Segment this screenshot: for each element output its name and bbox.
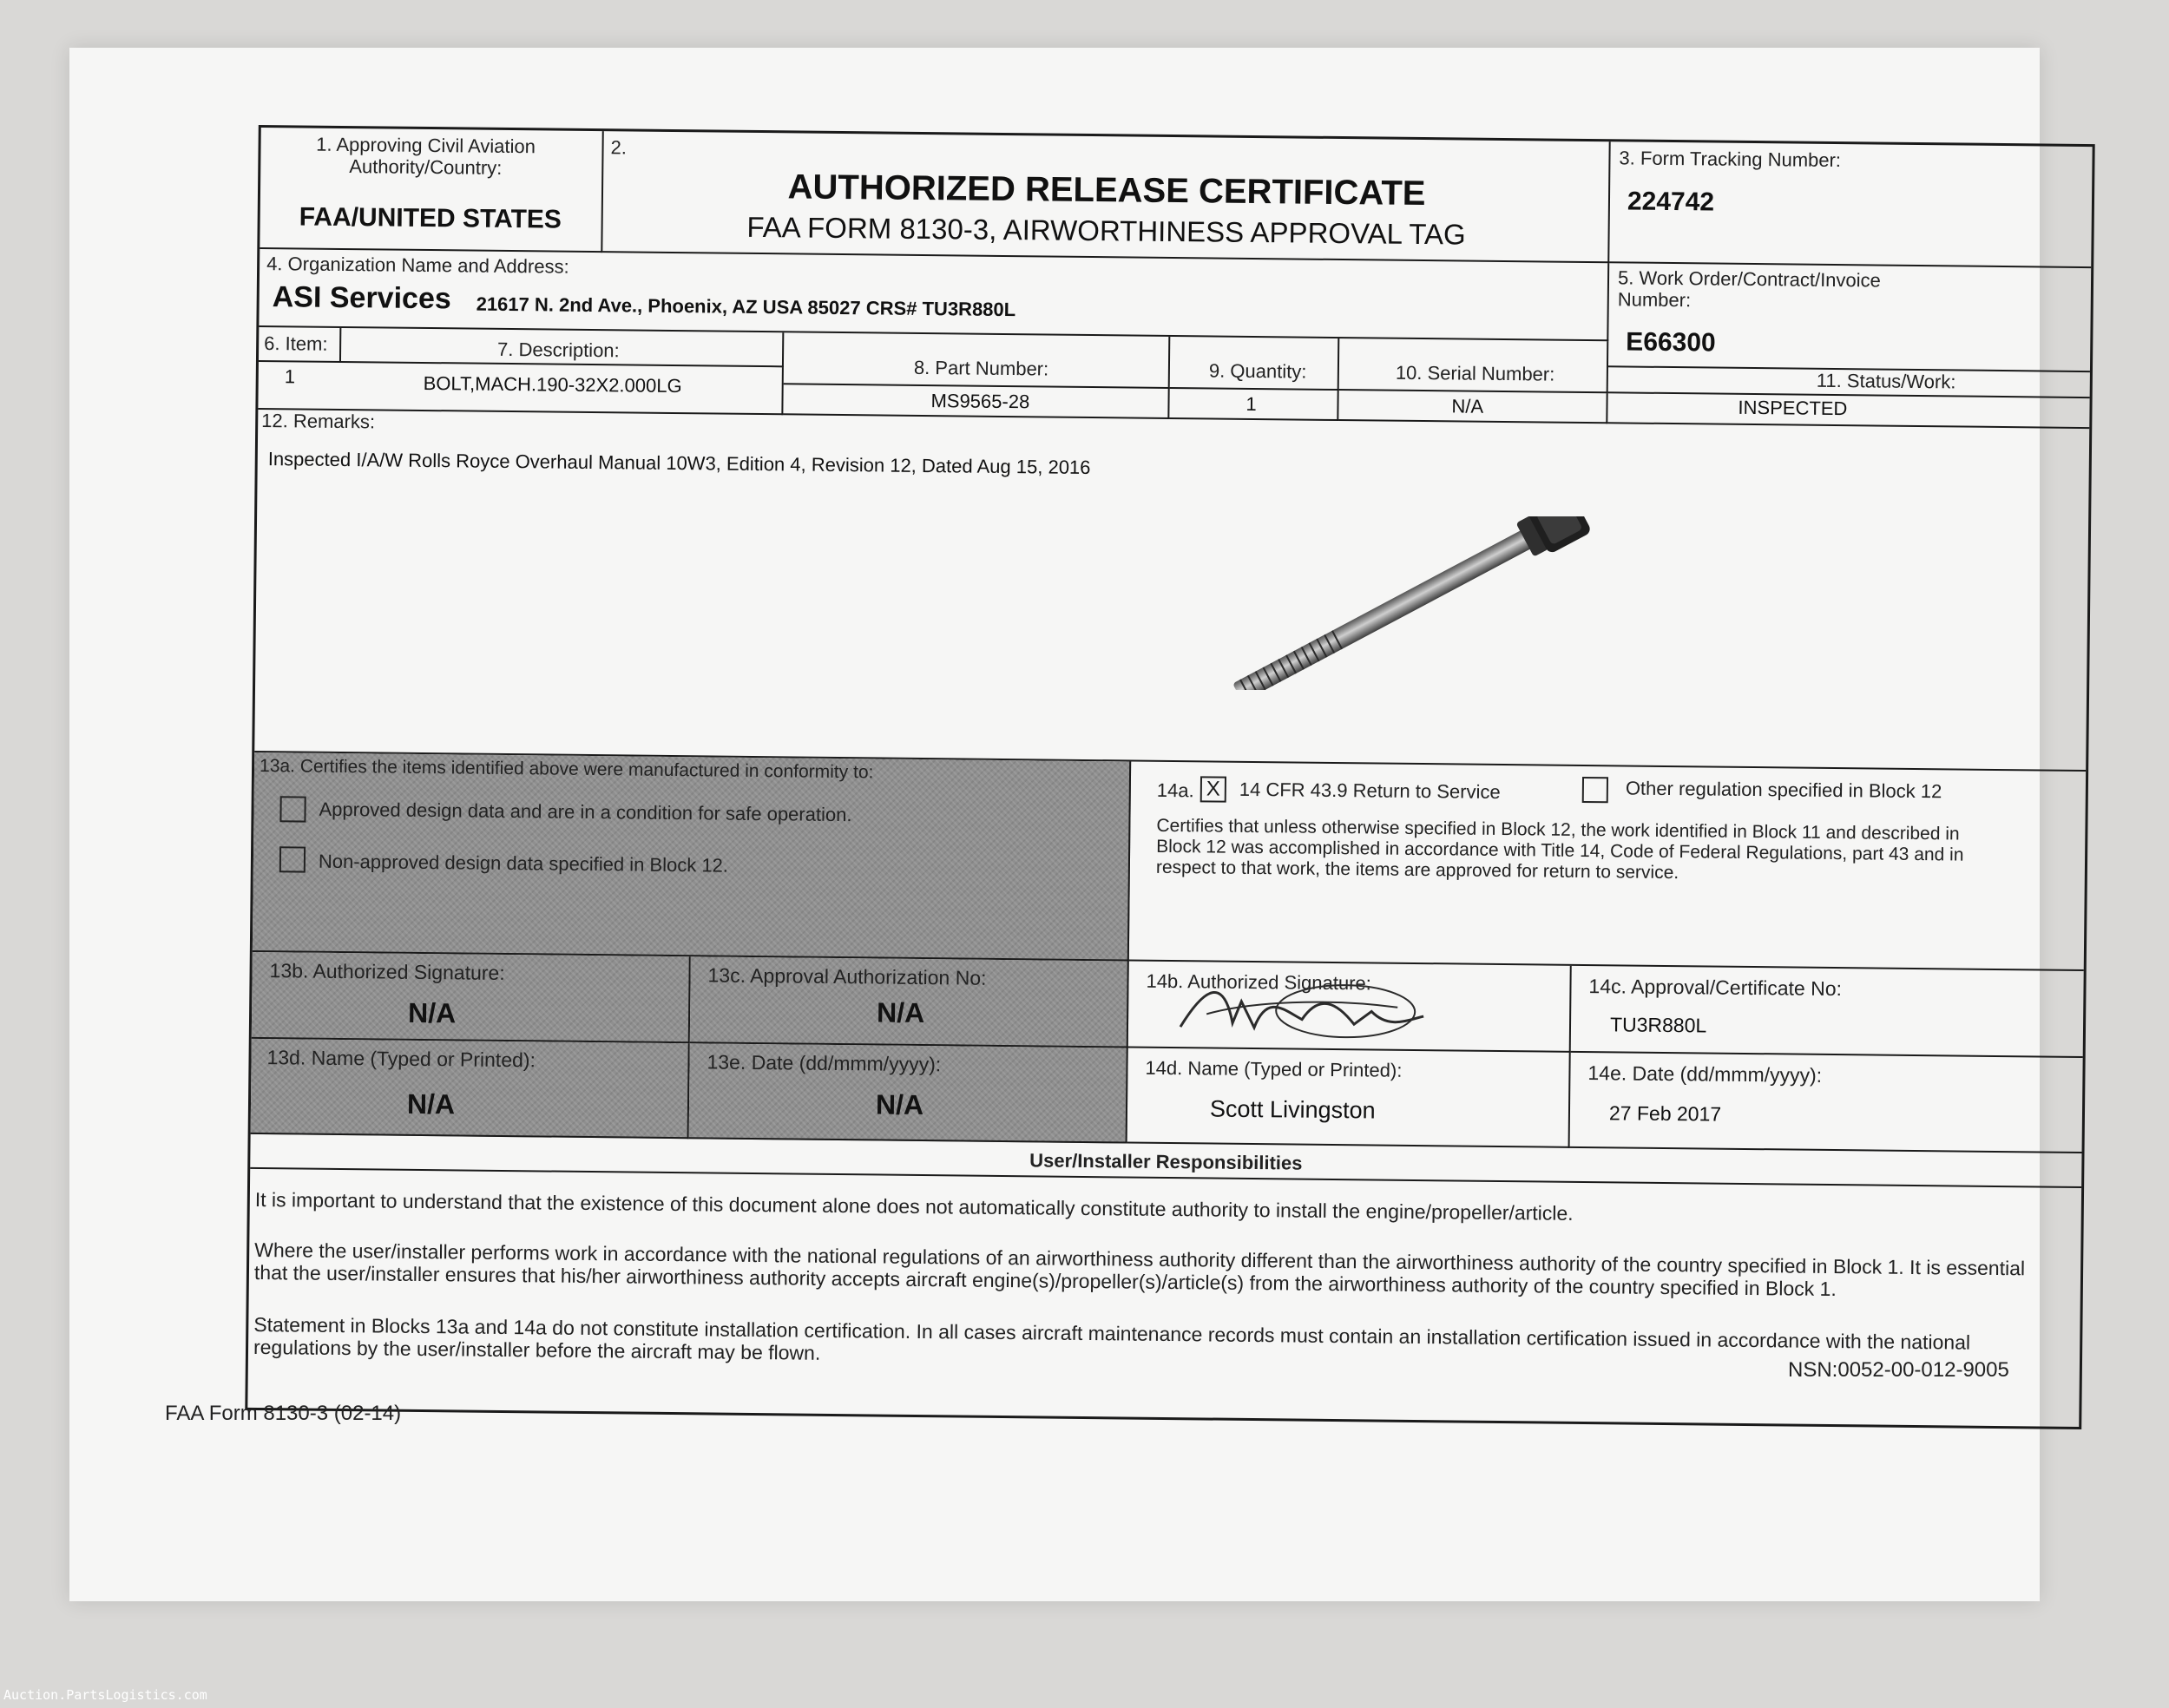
name-14d: Scott Livingston	[1209, 1095, 1376, 1124]
col-item-header	[259, 327, 341, 363]
block-13a	[253, 752, 1131, 962]
col-status-label: 11. Status/Work:	[1816, 369, 1956, 393]
other-regulation-label: Other regulation specified in Block 12	[1625, 777, 1942, 803]
nsn-number: NSN:0052-00-012-9005	[1788, 1358, 2009, 1382]
block-14e-label: 14e. Date (dd/mmm/yyyy):	[1587, 1061, 1823, 1087]
block-3-label: 3. Form Tracking Number:	[1619, 147, 1842, 172]
form-id: FAA Form 8130-3 (02-14)	[165, 1402, 402, 1425]
block-2-label: 2.	[610, 136, 628, 159]
block-5-label: 5. Work Order/Contract/Invoice Number:	[1617, 266, 1881, 312]
page-subtitle: FAA FORM 8130-3, AIRWORTHINESS APPROVAL TAG	[746, 210, 1466, 251]
block-3	[1609, 141, 2092, 268]
work-order-number: E66300	[1626, 327, 1716, 358]
block-13b-label: 13b. Authorized Signature:	[269, 959, 505, 984]
cell-part-number: MS9565-28	[930, 390, 1030, 413]
organization-name: ASI Services	[272, 280, 451, 316]
block-14a-label: 14a.	[1156, 778, 1194, 802]
authorized-signature-13b: N/A	[407, 996, 457, 1029]
date-14e: 27 Feb 2017	[1608, 1101, 1722, 1126]
handwritten-signature	[1172, 975, 1433, 1047]
responsibilities-body	[247, 1169, 2081, 1427]
cell-part-wrap	[783, 384, 1169, 419]
release-certificate-form	[245, 125, 2094, 1429]
col-description-header	[341, 328, 784, 367]
responsibilities-p1: It is important to understand that the existence of this document alone does not automatically constitute authority to install the engine/propeller/article.	[254, 1187, 1574, 1225]
block-14d-label: 14d. Name (Typed or Printed):	[1145, 1056, 1403, 1081]
date-13e: N/A	[875, 1088, 924, 1121]
block-14c-label: 14c. Approval/Certificate No:	[1588, 975, 1843, 1001]
responsibilities-heading: User/Installer Responsibilities	[1029, 1149, 1303, 1174]
block-13d-label: 13d. Name (Typed or Printed):	[266, 1046, 536, 1072]
col-description-label: 7. Description:	[496, 338, 620, 362]
cell-quantity: 1	[1246, 392, 1257, 416]
block-13a-label: 13a. Certifies the items identified above were manufactured in conformity to:	[259, 756, 874, 783]
block-1-value: FAA/UNITED STATES	[299, 202, 562, 234]
block-13d	[251, 1039, 690, 1139]
responsibilities-p3: Statement in Blocks 13a and 14a do not constitute installation certification. In all cases aircraft maintenance records must contain an installation certification issued in accordance with the national regulations by the user/installer before the aircraft may be flown.	[253, 1312, 1971, 1365]
responsibilities-p2: Where the user/installer performs work in accordance with the national regulations of an airworthiness authority different than the airworthiness authority of the country specified in Block 1. It is essential that the user/installer ensures that his/her airworthiness authority accepts aircraft engine(s)/propeller(s)/article(s) from the airworthiness authority of the country specified in Block 1.	[253, 1238, 2026, 1301]
table-row	[258, 362, 784, 415]
block-5	[1608, 263, 2091, 372]
page-title: AUTHORIZED RELEASE CERTIFICATE	[787, 168, 1426, 214]
block-13e	[689, 1043, 1128, 1143]
non-approved-design-checkbox[interactable]	[279, 846, 306, 872]
cell-serial-wrap	[1338, 391, 1607, 424]
block-13c-label: 13c. Approval Authorization No:	[707, 963, 987, 989]
remarks-text: Inspected I/A/W Rolls Royce Overhaul Manual 10W3, Edition 4, Revision 12, Dated Aug 15, 2016	[267, 448, 1091, 479]
block-1	[260, 128, 603, 253]
block-14a-text: Certifies that unless otherwise specified in Block 12, the work identified in Block 11 and described in Block 12 was accomplished in accordance with Title 14, Code of Federal Regulations, part 43 and in respect to that work, the items are approved for return to service.	[1155, 815, 1964, 884]
block-12	[254, 410, 2089, 772]
cell-status-wrap	[1607, 393, 2089, 429]
col-quantity-header	[1170, 337, 1340, 391]
block-14b-label: 14b. Authorized Signature:	[1146, 969, 1371, 995]
bolt-photo	[1180, 516, 1632, 690]
block-13e-label: 13e. Date (dd/mmm/yyyy):	[707, 1050, 942, 1076]
form-tracking-number: 224742	[1627, 187, 1715, 217]
block-14d	[1127, 1048, 1571, 1148]
cell-status: INSPECTED	[1738, 396, 1848, 420]
approval-certificate-no: TU3R880L	[1609, 1013, 1707, 1037]
watermark: Auction.PartsLogistics.com	[3, 1687, 207, 1703]
block-4-label: 4. Organization Name and Address:	[266, 253, 569, 278]
name-13d: N/A	[406, 1087, 456, 1120]
col-part-header	[784, 332, 1171, 389]
cell-quantity-wrap	[1169, 389, 1338, 421]
col-part-label: 8. Part Number:	[913, 356, 1049, 380]
col-serial-header	[1339, 338, 1609, 393]
block-14a	[1129, 762, 2086, 972]
cfr-43-9-checkbox[interactable]: X	[1200, 776, 1226, 802]
cfr-43-9-label: 14 CFR 43.9 Return to Service	[1239, 778, 1501, 803]
block-2	[602, 131, 1610, 263]
block-1-label: 1. Approving Civil Aviation Authority/Country:	[316, 133, 536, 180]
approved-design-checkbox[interactable]	[279, 796, 306, 822]
col-serial-label: 10. Serial Number:	[1395, 361, 1555, 385]
block-12-label: 12. Remarks:	[261, 410, 376, 433]
cell-serial: N/A	[1451, 395, 1484, 417]
certificate-paper	[69, 48, 2040, 1601]
approval-authorization-13c: N/A	[876, 996, 925, 1029]
col-quantity-label: 9. Quantity:	[1208, 359, 1307, 383]
block-13b	[252, 952, 691, 1043]
block-4	[259, 249, 1609, 341]
block-14e	[1570, 1053, 2083, 1153]
block-14c	[1571, 966, 2084, 1058]
other-regulation-checkbox[interactable]	[1582, 777, 1608, 803]
cell-item: 1	[284, 365, 296, 388]
organization-address: 21617 N. 2nd Ave., Phoenix, AZ USA 85027 CRS# TU3R880L	[476, 292, 1016, 321]
cell-description: BOLT,MACH.190-32X2.000LG	[423, 371, 682, 397]
block-13c	[690, 956, 1129, 1048]
non-approved-design-label: Non-approved design data specified in Block 12.	[318, 850, 729, 877]
col-item-label: 6. Item:	[264, 332, 328, 355]
block-14b	[1128, 962, 1572, 1053]
approved-design-label: Approved design data and are in a condition for safe operation.	[319, 798, 852, 826]
